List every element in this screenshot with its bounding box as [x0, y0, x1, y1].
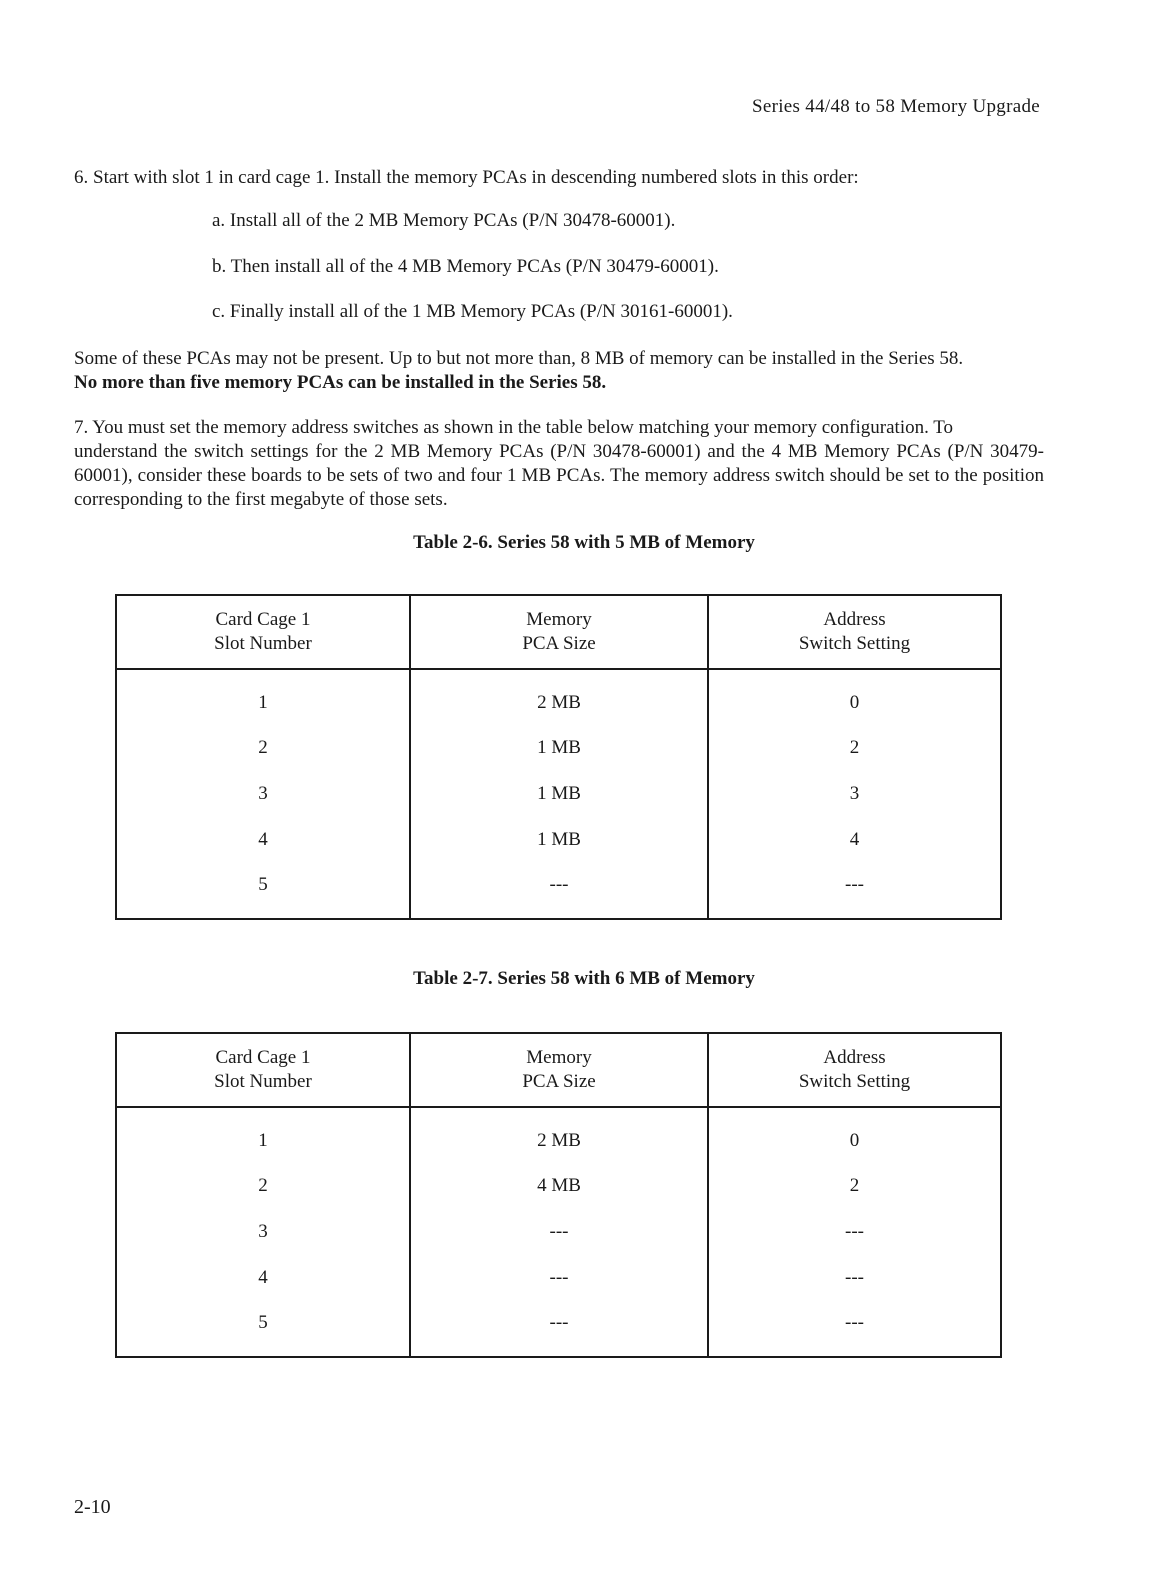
cell-switch: ---: [708, 1209, 1001, 1255]
cell-size: ---: [410, 1300, 708, 1357]
cell-switch: 2: [708, 1164, 1001, 1210]
cell-slot: 5: [116, 862, 410, 919]
step-6b: b. Then install all of the 4 MB Memory PCAs (P/N 30479-60001).: [212, 256, 719, 277]
cell-slot: 5: [116, 1300, 410, 1357]
cell-switch: ---: [708, 1300, 1001, 1357]
cell-switch: 2: [708, 726, 1001, 772]
table-row: [116, 1107, 1001, 1164]
cell-switch: 0: [708, 669, 1001, 726]
cell-size: ---: [410, 1209, 708, 1255]
header-switch-setting: Address Switch Setting: [708, 595, 1001, 669]
note-bold-warning: No more than five memory PCAs can be installed in the Series 58.: [74, 372, 607, 393]
step-6c: c. Finally install all of the 1 MB Memory PCAs (P/N 30161-60001).: [212, 301, 733, 322]
header-slot-number: Card Cage 1 Slot Number: [116, 595, 410, 669]
table-row: [116, 669, 1001, 726]
cell-slot: 1: [116, 669, 410, 726]
note-text: Some of these PCAs may not be present. Up to but not more than, 8 MB of memory can be installed in the Series 58.: [74, 348, 964, 369]
cell-switch: ---: [708, 862, 1001, 919]
cell-slot: 3: [116, 771, 410, 817]
header-pca-size: Memory PCA Size: [410, 1033, 708, 1107]
table-row: [116, 862, 1001, 919]
cell-size: 1 MB: [410, 771, 708, 817]
step-7-paragraph: [74, 416, 1044, 512]
table-row: [116, 817, 1001, 863]
table-row: [116, 771, 1001, 817]
cell-switch: 3: [708, 771, 1001, 817]
running-header: Series 44/48 to 58 Memory Upgrade: [752, 96, 1040, 117]
note-paragraph: [74, 347, 1054, 395]
cell-switch: 4: [708, 817, 1001, 863]
cell-slot: 1: [116, 1107, 410, 1164]
table-2-7-caption: Table 2-7. Series 58 with 6 MB of Memory: [413, 968, 755, 989]
table-2-6: [115, 594, 1002, 920]
cell-size: ---: [410, 1255, 708, 1301]
cell-size: 4 MB: [410, 1164, 708, 1210]
cell-size: 2 MB: [410, 669, 708, 726]
cell-slot: 4: [116, 1255, 410, 1301]
table-row: [116, 1164, 1001, 1210]
step-6-text: 6. Start with slot 1 in card cage 1. Install the memory PCAs in descending numbered slots in this order:: [74, 167, 859, 188]
cell-size: 1 MB: [410, 817, 708, 863]
cell-switch: ---: [708, 1255, 1001, 1301]
cell-slot: 3: [116, 1209, 410, 1255]
step-7-line1: 7. You must set the memory address switches as shown in the table below matching your memory configuration. To: [74, 417, 954, 438]
cell-slot: 2: [116, 726, 410, 772]
cell-size: 2 MB: [410, 1107, 708, 1164]
cell-slot: 4: [116, 817, 410, 863]
table-row: [116, 1300, 1001, 1357]
header-switch-setting: Address Switch Setting: [708, 1033, 1001, 1107]
table-row: [116, 1255, 1001, 1301]
cell-size: ---: [410, 862, 708, 919]
table-2-7: [115, 1032, 1002, 1358]
table-2-6-caption: Table 2-6. Series 58 with 5 MB of Memory: [413, 532, 755, 553]
cell-slot: 2: [116, 1164, 410, 1210]
table-row: [116, 726, 1001, 772]
header-pca-size: Memory PCA Size: [410, 595, 708, 669]
cell-switch: 0: [708, 1107, 1001, 1164]
step-7-rest: understand the switch settings for the 2 MB Memory PCAs (P/N 30478-60001) and the 4 MB Memory PCAs (P/N 30479-60001), consider these boards to be sets of two and four 1 MB PCAs. The memory address switch should be set to the position corresponding to the first megabyte of those sets.: [74, 441, 1044, 510]
step-6a: a. Install all of the 2 MB Memory PCAs (P/N 30478-60001).: [212, 210, 676, 231]
header-slot-number: Card Cage 1 Slot Number: [116, 1033, 410, 1107]
table-row: [116, 1209, 1001, 1255]
page-number: 2-10: [74, 1496, 111, 1518]
cell-size: 1 MB: [410, 726, 708, 772]
